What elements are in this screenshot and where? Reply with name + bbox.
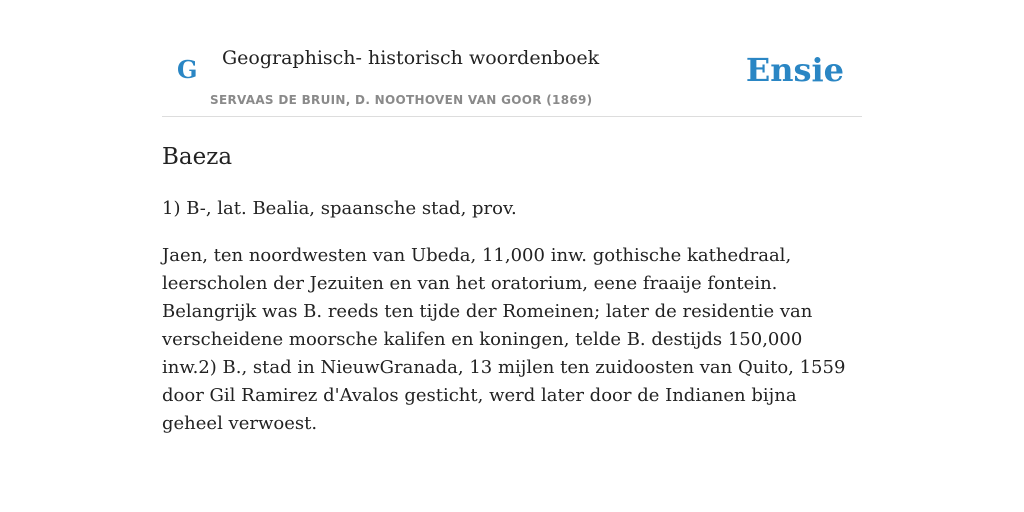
book-letter-icon[interactable]: G — [177, 55, 198, 84]
entry-paragraph: 1) B-, lat. Bealia, spaansche stad, prov. — [162, 198, 517, 219]
book-header — [162, 44, 862, 117]
book-title-link[interactable]: Geographisch- historisch woordenboek — [222, 47, 600, 69]
ensie-logo-link[interactable]: Ensie — [745, 51, 844, 89]
page-container — [162, 0, 862, 438]
entry-paragraph: Jaen, ten noordwesten van Ubeda, 11,000 inw. gothische kathedraal, leerscholen der Jezuiten en van het oratorium, eene fraaije fontein. Belangrijk was B. reeds ten tijde der Romeinen; later de residentie van verscheidene moorsche kalifen en koningen, telde B. destijds 150,000 inw.2) B., stad in NieuwGranada, 13 mijlen ten zuidoosten van Quito, 1559 door Gil Ramirez d'Avalos gesticht, werd later door de Indianen bijna geheel verwoest. — [162, 245, 846, 434]
entry-title: Baeza — [162, 144, 233, 170]
book-authors: SERVAAS DE BRUIN, D. NOOTHOVEN VAN GOOR (1869) — [210, 93, 593, 107]
